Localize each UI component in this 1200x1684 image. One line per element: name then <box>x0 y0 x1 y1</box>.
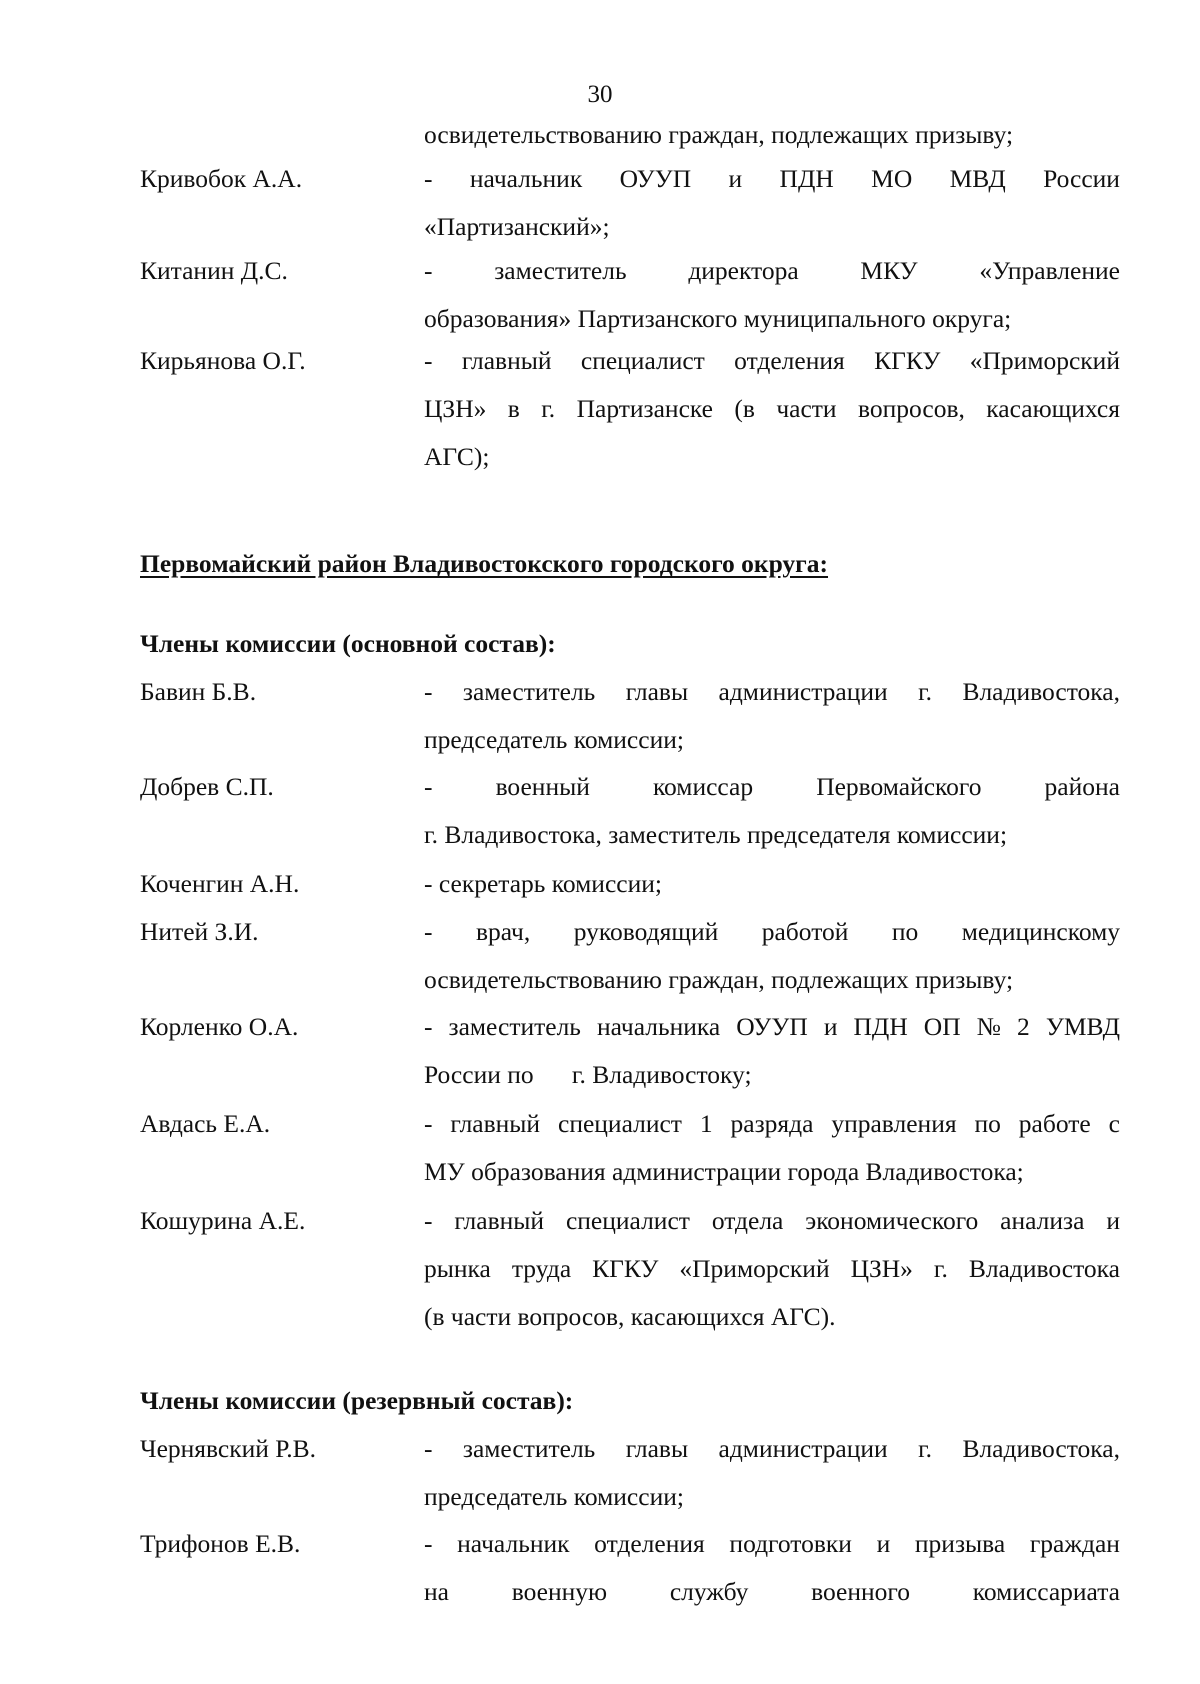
word: отдела <box>711 1206 784 1235</box>
word: специалист <box>565 1206 690 1235</box>
word: подготовки <box>729 1529 852 1558</box>
word: рынка <box>424 1254 491 1283</box>
word: Владивостока <box>968 1254 1120 1283</box>
word: врач, <box>475 917 531 946</box>
word: - <box>424 1529 433 1558</box>
word: работе <box>1018 1109 1091 1138</box>
word: главы <box>625 1434 689 1463</box>
role-line <box>424 247 1120 295</box>
word: - <box>424 346 433 375</box>
word: ПДН <box>779 164 834 193</box>
page-number: 30 <box>587 81 613 108</box>
role-line <box>424 1425 1120 1473</box>
word: начальника <box>596 1012 721 1041</box>
word: «Приморский <box>679 1254 830 1283</box>
member-role <box>424 1520 1120 1616</box>
role-line: председатель комиссии; <box>424 1482 684 1511</box>
member-name: Нитей З.И. <box>140 917 259 946</box>
role-line: России по г. Владивостоку; <box>424 1060 752 1089</box>
word: специалист <box>558 1109 682 1138</box>
role-line: председатель комиссии; <box>424 725 684 754</box>
word: начальник <box>469 164 583 193</box>
word: отделения <box>734 346 845 375</box>
member-name: Коченгин А.Н. <box>140 869 300 898</box>
district-heading: Первомайский район Владивостокского городского округа: <box>140 549 829 578</box>
word: заместитель <box>462 677 596 706</box>
member-name: Чернявский Р.В. <box>140 1434 317 1463</box>
word: руководящий <box>573 917 719 946</box>
reserve-members-heading: Члены комиссии (резервный состав): <box>140 1386 574 1415</box>
word: комиссар <box>652 772 754 801</box>
word: главы <box>625 677 689 706</box>
main-members-heading: Члены комиссии (основной состав): <box>140 629 556 658</box>
word: заместитель <box>462 1434 596 1463</box>
member-role <box>424 1003 1120 1099</box>
word: специалист <box>580 346 705 375</box>
role-line: (в части вопросов, касающихся АГС). <box>424 1302 836 1331</box>
word: разряда <box>730 1109 814 1138</box>
member-role <box>424 155 1120 251</box>
role-line: - секретарь комиссии; <box>424 869 662 898</box>
word: управления <box>831 1109 957 1138</box>
role-line <box>424 155 1120 203</box>
word: касающихся <box>986 394 1120 423</box>
word: МКУ <box>860 256 918 285</box>
word: администрации <box>718 677 888 706</box>
word: - <box>424 164 433 193</box>
word: и <box>876 1529 891 1558</box>
word: «Приморский <box>969 346 1120 375</box>
member-role <box>424 908 1120 1004</box>
word: № <box>976 1012 1001 1041</box>
role-line <box>424 1003 1120 1051</box>
word: отделения <box>594 1529 705 1558</box>
role-line: г. Владивостока, заместитель председателя комиссии; <box>424 820 1008 849</box>
role-line: АГС); <box>424 442 490 471</box>
word: начальник <box>457 1529 570 1558</box>
word: Первомайского <box>816 772 982 801</box>
member-name: Добрев С.П. <box>140 772 274 801</box>
member-name: Бавин Б.В. <box>140 677 257 706</box>
member-role <box>424 111 1120 159</box>
member-role <box>424 1197 1120 1341</box>
word: главный <box>461 346 552 375</box>
word: г. <box>541 394 556 423</box>
role-line <box>424 337 1120 385</box>
word: Партизанске <box>576 394 713 423</box>
word: ПДН <box>853 1012 908 1041</box>
word: - <box>424 256 433 285</box>
word: «Управление <box>979 256 1120 285</box>
word: на <box>424 1577 449 1606</box>
role-line <box>424 1568 1120 1616</box>
word: г. <box>918 1434 933 1463</box>
role-line <box>424 1520 1120 1568</box>
word: Владивостока, <box>962 1434 1120 1463</box>
role-line <box>424 763 1120 811</box>
word: анализа <box>1000 1206 1085 1235</box>
word: ЦЗН» <box>424 394 487 423</box>
role-line <box>424 1100 1120 1148</box>
word: по <box>891 917 919 946</box>
member-name: Корленко О.А. <box>140 1012 299 1041</box>
word: заместитель <box>448 1012 581 1041</box>
member-name: Трифонов Е.В. <box>140 1529 301 1558</box>
word: по <box>974 1109 1001 1138</box>
member-role <box>424 668 1120 764</box>
word: работой <box>761 917 849 946</box>
word: г. <box>918 677 933 706</box>
word: и <box>1106 1206 1120 1235</box>
word: Владивостока, <box>962 677 1120 706</box>
word: службу <box>669 1577 749 1606</box>
member-name: Кривобок А.А. <box>140 164 303 193</box>
role-line <box>424 908 1120 956</box>
word: администрации <box>718 1434 888 1463</box>
word: г. <box>933 1254 948 1283</box>
member-role <box>424 860 1120 908</box>
member-role <box>424 247 1120 343</box>
word: части <box>776 394 837 423</box>
word: - <box>424 917 433 946</box>
word: экономического <box>805 1206 979 1235</box>
word: ОУУП <box>619 164 692 193</box>
role-line <box>424 1245 1120 1293</box>
word: военную <box>511 1577 608 1606</box>
word: в <box>507 394 520 423</box>
member-name: Кирьянова О.Г. <box>140 346 306 375</box>
word: комиссариата <box>972 1577 1120 1606</box>
word: - <box>424 772 433 801</box>
member-role <box>424 1425 1120 1521</box>
word: России <box>1043 164 1120 193</box>
word: района <box>1044 772 1120 801</box>
member-name: Кошурина А.Е. <box>140 1206 306 1235</box>
word: военного <box>811 1577 910 1606</box>
role-line <box>424 385 1120 433</box>
member-role <box>424 337 1120 481</box>
word: медицинскому <box>961 917 1120 946</box>
member-role <box>424 1100 1120 1196</box>
word: и <box>728 164 743 193</box>
word: главный <box>450 1109 541 1138</box>
word: труда <box>511 1254 572 1283</box>
word: 1 <box>699 1109 713 1138</box>
role-line <box>424 668 1120 716</box>
word: главный <box>454 1206 545 1235</box>
word: - <box>424 1109 433 1138</box>
word: вопросов, <box>858 394 965 423</box>
word: - <box>424 1012 433 1041</box>
member-role <box>424 763 1120 859</box>
role-line <box>424 1197 1120 1245</box>
role-line: освидетельствованию граждан, подлежащих призыву; <box>424 965 1014 994</box>
word: граждан <box>1029 1529 1120 1558</box>
word: (в <box>734 394 755 423</box>
word: военный <box>495 772 590 801</box>
word: - <box>424 677 433 706</box>
role-line: «Партизанский»; <box>424 212 610 241</box>
word: ЦЗН» <box>850 1254 913 1283</box>
word: и <box>823 1012 838 1041</box>
word: КГКУ <box>592 1254 659 1283</box>
word: 2 <box>1017 1012 1030 1041</box>
word: с <box>1108 1109 1120 1138</box>
word: УМВД <box>1045 1012 1120 1041</box>
role-line: МУ образования администрации города Владивостока; <box>424 1157 1024 1186</box>
word: директора <box>688 256 799 285</box>
word: ОП <box>923 1012 961 1041</box>
word: призыва <box>914 1529 1006 1558</box>
word: КГКУ <box>874 346 941 375</box>
word: МО <box>871 164 913 193</box>
word: ОУУП <box>736 1012 808 1041</box>
word: - <box>424 1434 433 1463</box>
role-line: освидетельствованию граждан, подлежащих призыву; <box>424 120 1014 149</box>
member-name: Авдась Е.А. <box>140 1109 271 1138</box>
word: заместитель <box>494 256 627 285</box>
word: МВД <box>949 164 1006 193</box>
role-line: образования» Партизанского муниципального округа; <box>424 304 1012 333</box>
word: - <box>424 1206 433 1235</box>
member-name: Китанин Д.С. <box>140 256 288 285</box>
